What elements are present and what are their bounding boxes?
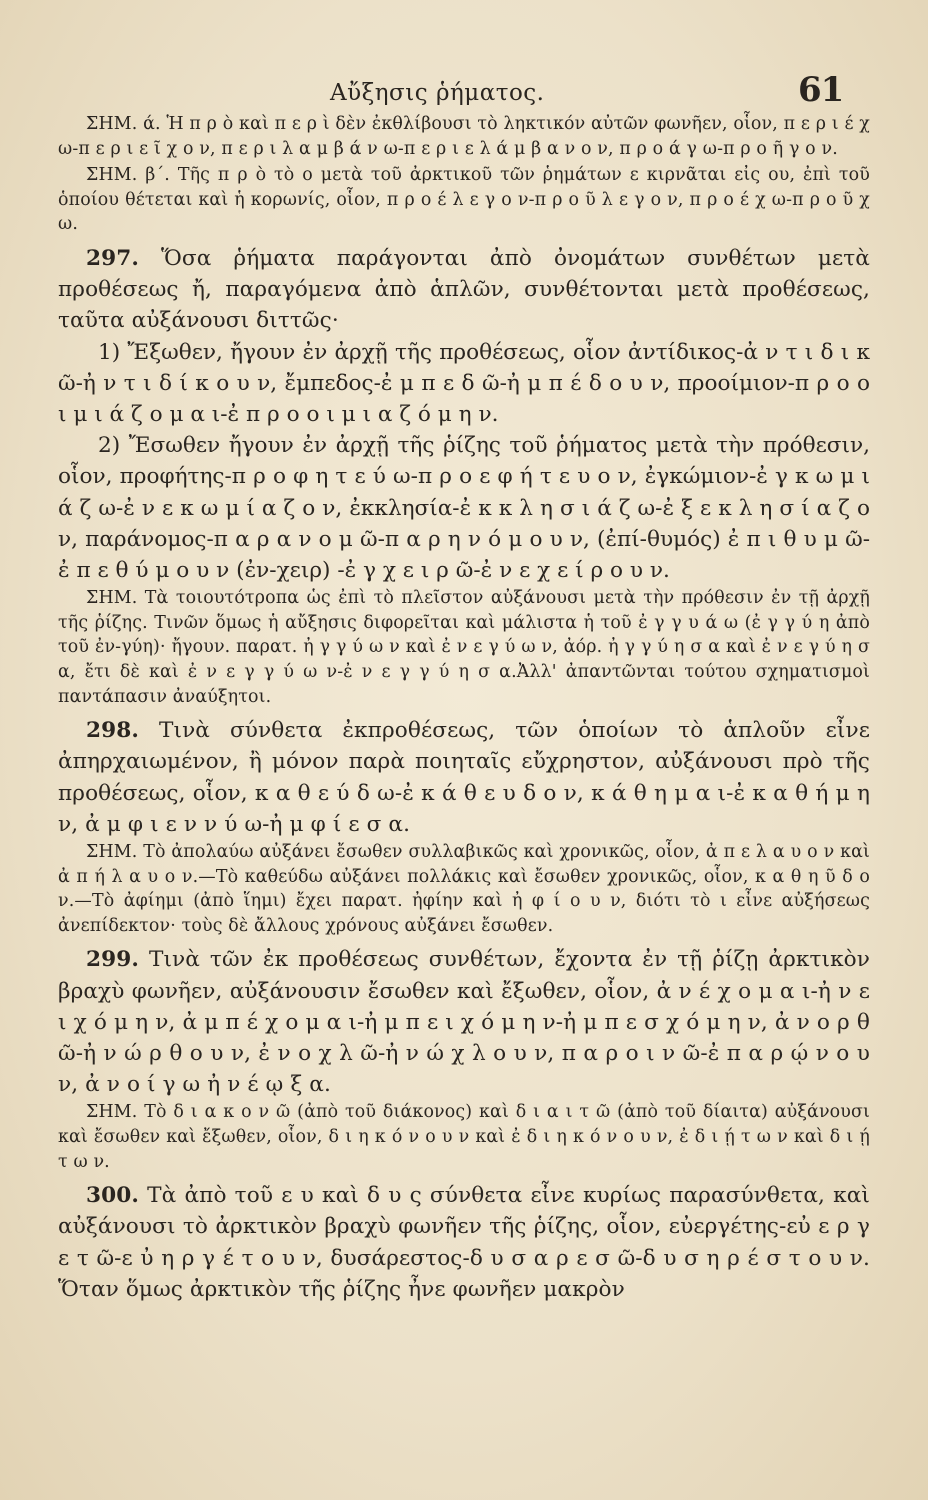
- subsection-paragraph: 1) Ἔξωθεν, ἤγουν ἐν ἀρχῇ τῆς προθέσεως, οἷον ἀντίδικος-ἀ ν τ ι δ ι κ ῶ-ἠ ν τ ι δ ί κ ο υ ν, ἔμπεδος-ἐ μ π ε δ ῶ-ἠ μ π έ δ ο υ ν, προοίμιον-π ρ ο ο ι μ ι ά ζ ο μ α ι-ἐ π ρ ο ο ι μ ι α ζ ό μ η ν.: [58, 339, 870, 427]
- note-paragraph: ΣΗΜ. Τὸ δ ι α κ ο ν ῶ (ἀπὸ τοῦ διάκονος) καὶ δ ι α ι τ ῶ (ἀπὸ τοῦ δίαιτα) αὐξάνουσι καὶ ἔσωθεν καὶ ἔξωθεν, οἷον, δ ι η κ ό ν ο υ ν καὶ ἐ δ ι η κ ό ν ο υ ν, ἐ δ ι ῄ τ ω ν καὶ δ ι ῄ τ ω ν.: [58, 1102, 870, 1172]
- page-number: 61: [798, 70, 844, 110]
- note-paragraph: ΣΗΜ. Τὰ τοιουτότροπα ὡς ἐπὶ τὸ πλεῖστον αὐξάνουσι μετὰ τὴν πρόθεσιν ἐν τῇ ἀρχῇ τῆς ῥίζης. Τινῶν ὅμως ἡ αὔξησις διφορεῖται καὶ μάλιστα ἡ τοῦ ἐ γ γ υ ά ω (ἐ γ γ ύ η ἀπὸ τοῦ ἐν-γύη)· ἤγουν. παρατ. ἠ γ γ ύ ω ν καὶ ἐ ν ε γ ύ ω ν, ἀόρ. ἠ γ γ ύ η σ α καὶ ἐ ν ε γ ύ η σ α, ἔτι δὲ καὶ ἐ ν ε γ γ ύ ω ν-ἐ ν ε γ γ ύ η σ α.Ἀλλ' ἀπαντῶνται τούτου σχηματισμοὶ παντάπασιν ἀναύξητοι.: [58, 588, 870, 707]
- note-paragraph: ΣΗΜ. Τὸ ἀπολαύω αὐξάνει ἔσωθεν συλλαβικῶς καὶ χρονικῶς, οἷον, ἀ π ε λ α υ ο ν καὶ ἀ π ή λ α υ ο ν.—Τὸ καθεύδω αὐξάνει πολλάκις καὶ ἔσωθεν χρονικῶς, οἷον, κ α θ η ῦ δ ο ν.—Τὸ ἀφίημι (ἀπὸ ἵημι) ἔχει παρατ. ἠφίην καὶ ἠ φ ί ο υ ν, διότι τὸ ι εἶνε αὐξήσεως ἀνεπίδεκτον· τοὺς δὲ ἄλλους χρόνους αὐξάνει ἔσωθεν.: [58, 841, 870, 936]
- section-paragraph-297: 297. Ὅσα ῥήματα παράγονται ἀπὸ ὀνομάτων συνθέτων μετὰ προθέσεως ἤ, παραγόμενα ἀπὸ ἁπλῶν, συνθέτονται μετὰ προθέσεως, ταῦτα αὐξάνουσι διττῶς·: [58, 245, 870, 334]
- page-body: [58, 112, 870, 1305]
- note-paragraph: ΣΗΜ. β΄. Τῆς π ρ ὸ τὸ ο μετὰ τοῦ ἀρκτικοῦ τῶν ῥημάτων ε κιρνᾶται εἰς ου, ἐπὶ τοῦ ὁποίου θέτεται καὶ ἡ κορωνίς, οἷον, π ρ ο έ λ ε γ ο ν-π ρ ο ῦ λ ε γ ο ν, π ρ ο έ χ ω-π ρ ο ῦ χ ω.: [58, 165, 870, 235]
- section-paragraph-299: 299. Τινὰ τῶν ἐκ προθέσεως συνθέτων, ἔχοντα ἐν τῇ ῥίζῃ ἀρκτικὸν βραχὺ φωνῆεν, αὐξάνουσιν ἔσωθεν καὶ ἔξωθεν, οἷον, ἀ ν έ χ ο μ α ι-ἠ ν ε ι χ ό μ η ν, ἀ μ π έ χ ο μ α ι-ἠ μ π ε ι χ ό μ η ν-ἠ μ π ε σ χ ό μ η ν, ἀ ν ο ρ θ ῶ-ἠ ν ώ ρ θ ο υ ν, ἐ ν ο χ λ ῶ-ἠ ν ώ χ λ ο υ ν, π α ρ ο ι ν ῶ-ἐ π α ρ ῴ ν ο υ ν, ἀ ν ο ί γ ω ἠ ν έ ῳ ξ α.: [58, 947, 870, 1098]
- section-number: 300.: [86, 1183, 139, 1209]
- section-number: 297.: [86, 245, 139, 271]
- running-title: Αὔξησις ῥήματος.: [330, 80, 545, 106]
- section-paragraph-298: 298. Τινὰ σύνθετα ἐκπροθέσεως, τῶν ὁποίων τὸ ἁπλοῦν εἶνε ἀπηρχαιωμένον, ἢ μόνον παρὰ ποιηταῖς εὔχρηστον, αὐξάνουσι πρὸ τῆς προθέσεως, οἷον, κ α θ ε ύ δ ω-ἐ κ ά θ ε υ δ ο ν, κ ά θ η μ α ι-ἐ κ α θ ή μ η ν, ἀ μ φ ι ε ν ν ύ ω-ἠ μ φ ί ε σ α.: [58, 718, 870, 837]
- page-header: [0, 68, 928, 108]
- note-paragraph: ΣΗΜ. ά. Ἡ π ρ ὸ καὶ π ε ρ ὶ δὲν ἐκθλίβουσι τὸ ληκτικόν αὐτῶν φωνῆεν, οἷον, π ε ρ ι έ χ ω-π ε ρ ι ε ῖ χ ο ν, π ε ρ ι λ α μ β ά ν ω-π ε ρ ι ε λ ά μ β α ν ο ν, π ρ ο ά γ ω-π ρ ο ῆ γ ο ν.: [58, 114, 870, 159]
- subsection-paragraph: 2) Ἔσωθεν ἤγουν ἐν ἀρχῇ τῆς ῥίζης τοῦ ῥήματος μετὰ τὴν πρόθεσιν, οἷον, προφήτης-π ρ ο φ η τ ε ύ ω-π ρ ο ε φ ή τ ε υ ο ν, ἐγκώμιον-ἐ γ κ ω μ ι ά ζ ω-ἐ ν ε κ ω μ ί α ζ ο ν, ἐκκλησία-ἐ κ κ λ η σ ι ά ζ ω-ἐ ξ ε κ λ η σ ί α ζ ο ν, παράνομος-π α ρ α ν ο μ ῶ-π α ρ η ν ό μ ο υ ν, (ἐπί-θυμός) ἐ π ι θ υ μ ῶ-ἐ π ε θ ύ μ ο υ ν (ἐν-χειρ) -ἐ γ χ ε ι ρ ῶ-ἐ ν ε χ ε ί ρ ο υ ν.: [58, 433, 870, 583]
- section-number: 298.: [86, 718, 139, 744]
- section-paragraph-300: 300. Τὰ ἀπὸ τοῦ ε υ καὶ δ υ ς σύνθετα εἶνε κυρίως παρασύνθετα, καὶ αὐξάνουσι τὸ ἀρκτικὸν βραχὺ φωνῆεν τῆς ῥίζης, οἷον, εὐεργέτης-εὐ ε ρ γ ε τ ῶ-ε ὐ η ρ γ έ τ ο υ ν, δυσάρεστος-δ υ σ α ρ ε σ ῶ-δ υ σ η ρ έ σ τ ο υ ν. Ὅταν ὅμως ἀρκτικὸν τῆς ῥίζης ἦνε φωνῆεν μακρὸν: [58, 1183, 870, 1302]
- section-number: 299.: [86, 947, 139, 973]
